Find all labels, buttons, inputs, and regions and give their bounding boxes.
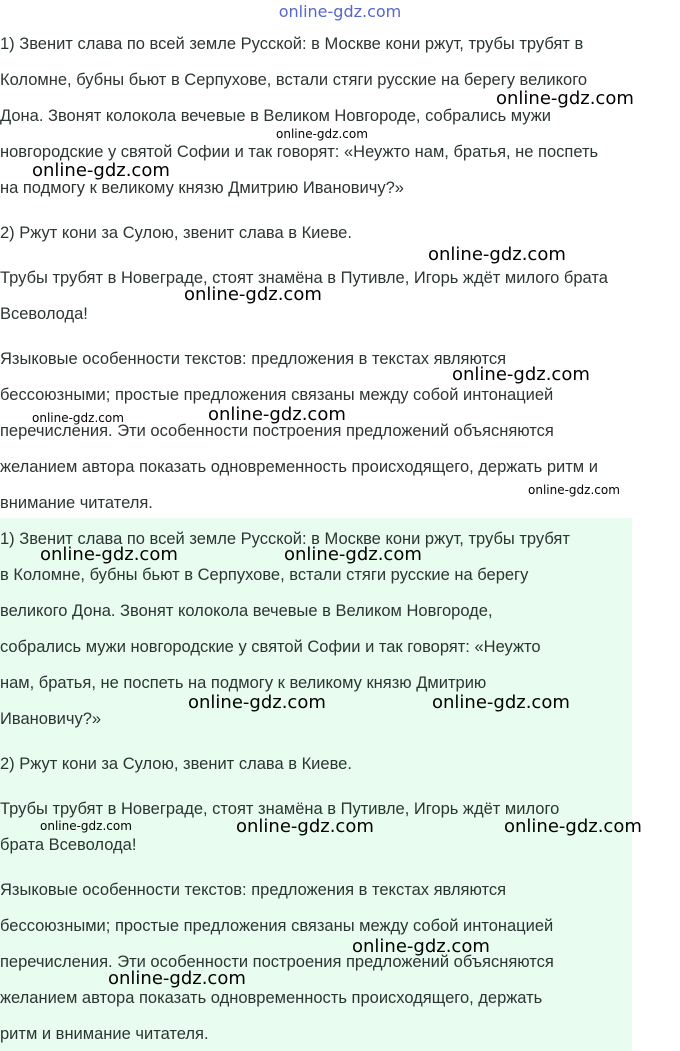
- text-line: собрались мужи новгородские у святой Софии и так говорят: «Неужто: [0, 638, 541, 656]
- text-line: Ивановичу?»: [0, 710, 102, 728]
- text-line: Трубы трубят в Новеграде, стоят знамёна в Путивле, Игорь ждёт милого: [0, 800, 560, 818]
- watermark: online-gdz.com: [40, 544, 178, 565]
- watermark: online-gdz.com: [184, 284, 322, 305]
- text-line: бессоюзными; простые предложения связаны между собой интонацией: [0, 386, 554, 404]
- text-line: 1) Звенит слава по всей земле Русской: в Москве кони ржут, трубы трубят в: [0, 35, 584, 53]
- text-line: желанием автора показать одновременность происходящего, держать ритм и: [0, 458, 598, 476]
- watermark: online-gdz.com: [284, 544, 422, 565]
- watermark: online-gdz.com: [504, 816, 642, 837]
- text-line: желанием автора показать одновременность происходящего, держать: [0, 989, 543, 1007]
- watermark: online-gdz.com: [432, 692, 570, 713]
- text-line: великого Дона. Звонят колокола вечевые в Великом Новгороде,: [0, 602, 493, 620]
- text-line: ритм и внимание читателя.: [0, 1025, 209, 1043]
- text-line: на подмогу к великому князю Дмитрию Ивановичу?»: [0, 179, 404, 197]
- text-line: нам, братья, не поспеть на подмогу к великому князю Дмитрию: [0, 674, 487, 692]
- text-line: бессоюзными; простые предложения связаны между собой интонацией: [0, 917, 554, 935]
- text-line: Дона. Звонят колокола вечевые в Великом Новгороде, собрались мужи: [0, 107, 551, 125]
- watermark: online-gdz.com: [32, 160, 170, 181]
- text-line: внимание читателя.: [0, 494, 153, 512]
- watermark: online-gdz.com: [528, 483, 620, 497]
- watermark: online-gdz.com: [40, 819, 132, 833]
- watermark: online-gdz.com: [188, 692, 326, 713]
- watermark: online-gdz.com: [452, 364, 590, 385]
- watermark: online-gdz.com: [352, 936, 490, 957]
- watermark: online-gdz.com: [108, 968, 246, 989]
- text-line: 1) Звенит слава по всей земле Русской: в Москве кони ржут, трубы трубят: [0, 530, 570, 548]
- text-line: брата Всеволода!: [0, 836, 137, 854]
- watermark: online-gdz.com: [496, 88, 634, 109]
- watermark: online-gdz.com: [32, 411, 124, 425]
- text-line: перечисления. Эти особенности построения предложений объясняются: [0, 953, 554, 971]
- text-line: Трубы трубят в Новеграде, стоят знамёна в Путивле, Игорь ждёт милого брата: [0, 269, 608, 287]
- text-line: 2) Ржут кони за Сулою, звенит слава в Киеве.: [0, 755, 352, 773]
- watermark: online-gdz.com: [276, 127, 368, 141]
- text-line: в Коломне, бубны бьют в Серпухове, встали стяги русские на берегу: [0, 566, 529, 584]
- watermark: online-gdz.com: [208, 404, 346, 425]
- watermark: online-gdz.com: [236, 816, 374, 837]
- text-line: новгородские у святой Софии и так говорят: «Неужто нам, братья, не поспеть: [0, 143, 599, 161]
- answer-block-2: [0, 518, 632, 1051]
- text-line: Коломне, бубны бьют в Серпухове, встали стяги русские на берегу великого: [0, 71, 588, 89]
- text-line: перечисления. Эти особенности построения предложений объясняются: [0, 422, 554, 440]
- site-link-header[interactable]: online-gdz.com: [278, 2, 402, 21]
- watermark: online-gdz.com: [428, 244, 566, 265]
- text-line: Всеволода!: [0, 305, 88, 323]
- text-line: 2) Ржут кони за Сулою, звенит слава в Киеве.: [0, 224, 352, 242]
- text-line: Языковые особенности текстов: предложения в текстах являются: [0, 881, 507, 899]
- text-line: Языковые особенности текстов: предложения в текстах являются: [0, 350, 507, 368]
